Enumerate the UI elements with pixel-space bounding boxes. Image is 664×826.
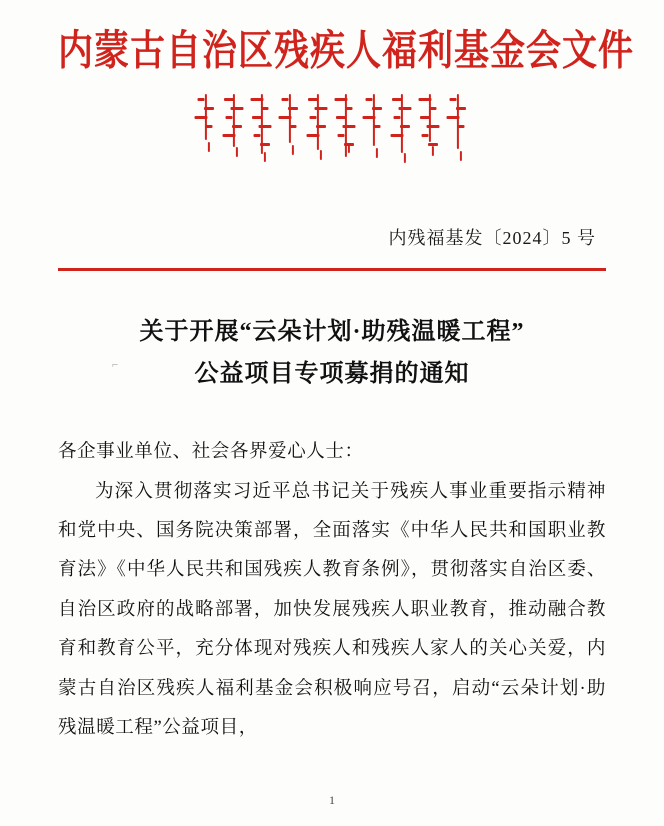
- page-title-line-1: 关于开展“云朵计划·助残温暖工程”: [139, 319, 525, 346]
- red-divider-rule: [58, 268, 606, 271]
- mongolian-glyph-column: [283, 90, 298, 160]
- mongolian-glyph-column: [423, 90, 438, 160]
- document-title-chinese: 内蒙古自治区残疾人福利基金会文件: [58, 28, 635, 75]
- masthead: [58, 0, 635, 164]
- mongolian-glyph-column: [311, 90, 326, 160]
- mongolian-glyph-column: [199, 90, 214, 160]
- stray-ink-mark: ⌐: [112, 359, 119, 371]
- page-title-line-2: 公益项目专项募捐的通知: [194, 361, 470, 388]
- document-number: 内残福基发〔2024〕5 号: [388, 228, 596, 249]
- document-title-mongolian: [58, 90, 606, 164]
- document-number-row: [58, 224, 606, 250]
- mongolian-glyph-column: [255, 90, 270, 160]
- page-number: 1: [329, 793, 335, 807]
- mongolian-glyph-column: [395, 90, 410, 160]
- mongolian-glyph-column: [339, 90, 354, 160]
- document-body: [58, 433, 606, 748]
- mongolian-glyph-column: [451, 90, 466, 160]
- mongolian-glyph-column: [227, 90, 242, 160]
- mongolian-glyph-column: [367, 90, 382, 160]
- body-paragraph-1: 为深入贯彻落实习近平总书记关于残疾人事业重要指示精神和党中央、国务院决策部署，全面落实《中华人民共和国职业教育法》《中华人民共和国残疾人教育条例》，贯彻落实自治区委、自治区政府的战略部署，加快发展残疾人职业教育，推动融合教育和教育公平，充分体现对残疾人和残疾人家人的关心关爱，内蒙古自治区残疾人福利基金会积极响应号召，启动“云朵计划·助残温暖工程”公益项目，: [58, 481, 606, 738]
- page-title: [58, 311, 606, 395]
- salutation-line: 各企事业单位、社会各界爱心人士：: [58, 442, 364, 463]
